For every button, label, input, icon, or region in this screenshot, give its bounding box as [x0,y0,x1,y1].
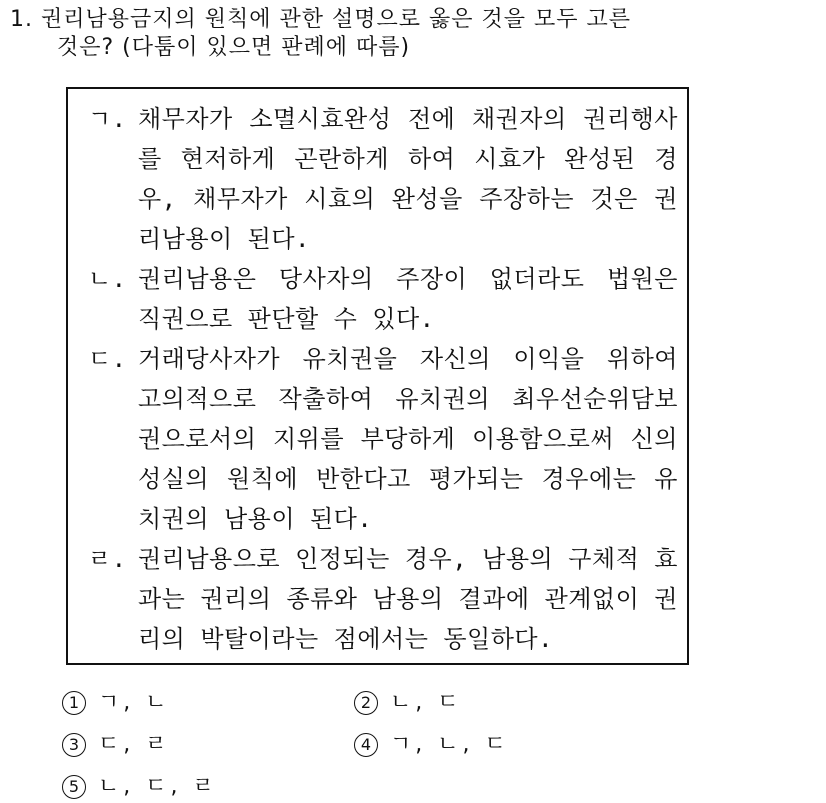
statement-text: 채무자가 소멸시효완성 전에 채권자의 권리행사를 현저하게 곤란하게 하여 시효가 완성된 경우, 채무자가 시효의 완성을 주장하는 것은 권리남용이 된다. [138,105,678,253]
statement-text: 권리남용으로 인정되는 경우, 남용의 구체적 효과는 권리의 종류와 남용의 결과에 관계없이 권리의 박탈이라는 점에서는 동일하다. [138,545,678,653]
statement-item [88,259,678,339]
statement-marker: ㄹ. [88,545,127,573]
choice-number-circle: 4 [354,733,378,757]
choice-number-circle: 5 [62,775,86,799]
statement-marker: ㄷ. [88,345,127,373]
answer-choices [62,688,782,802]
choice-text: ㄴ, ㄷ, ㄹ [98,774,218,799]
statement-marker: ㄴ. [88,265,127,293]
choice-option-3[interactable] [62,730,354,760]
statement-text: 권리남용은 당사자의 주장이 없더라도 법원은 직권으로 판단할 수 있다. [138,265,678,333]
statement-text: 거래당사자가 유치권을 자신의 이익을 위하여 고의적으로 작출하여 유치권의 최우선순위담보권으로서의 지위를 부당하게 이용함으로써 신의 성실의 원칙에 반한다고 평가되는 경우에는 유치권의 남용이 된다. [138,345,678,533]
choice-text: ㄴ, ㄷ [390,690,463,715]
statement-item [88,99,678,259]
choice-number-circle: 2 [354,691,378,715]
choice-option-4[interactable] [354,730,646,760]
choice-option-1[interactable] [62,688,354,718]
choice-number-circle: 1 [62,691,86,715]
choice-text: ㄷ, ㄹ [98,732,171,757]
statement-list [88,99,678,659]
question-line-1: 1. 권리남용금지의 원칙에 관한 설명으로 옳은 것을 모두 고른 [10,7,631,32]
choice-text: ㄱ, ㄴ, ㄷ [390,732,510,757]
choice-text: ㄱ, ㄴ [98,690,171,715]
choice-option-2[interactable] [354,688,646,718]
choice-number-circle: 3 [62,733,86,757]
question-stem [10,6,810,62]
statement-marker: ㄱ. [88,105,127,133]
question-line-2: 것은? (다툼이 있으면 판례에 따름) [57,35,411,60]
statement-item [88,539,678,659]
statement-box [66,87,689,665]
statement-item [88,339,678,539]
choice-option-5[interactable] [62,772,354,802]
